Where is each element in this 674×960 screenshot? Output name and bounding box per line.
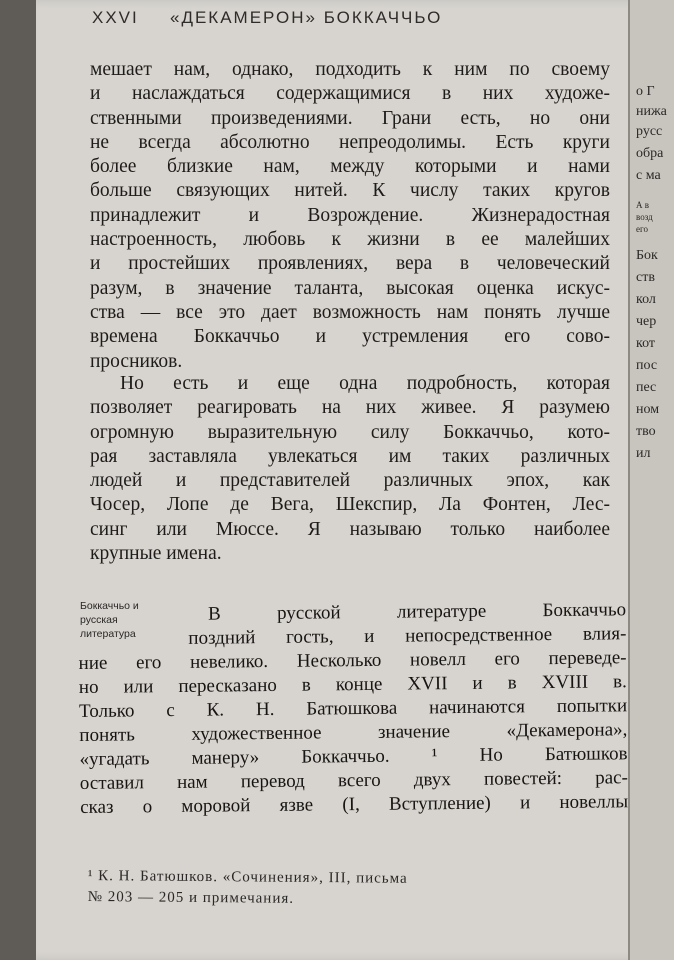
text-line: ства — все это дает возможность нам понять лучше	[90, 301, 610, 323]
paragraph-2	[90, 372, 610, 566]
text-line: крупные имена.	[90, 543, 222, 565]
next-page-fragment: с ма	[636, 168, 661, 183]
text-line: настроенность, любовь к жизни в ее малейших	[90, 229, 610, 251]
text-line: синг или Мюссе. Я называю только наиболее	[90, 518, 610, 540]
page-number: XXVI	[92, 8, 139, 27]
running-head	[92, 8, 442, 28]
text-line: Чосер, Лопе де Вега, Шекспир, Ла Фонтен, Лес-	[90, 494, 610, 516]
text-line: не всегда абсолютно непреодолимы. Есть круги	[90, 131, 610, 153]
text-line: сказ о моровой язве (I, Вступление) и новеллы	[80, 791, 629, 818]
text-line: В русской литературе Боккаччьо	[208, 599, 627, 625]
next-page-fragment: пес	[636, 380, 657, 395]
next-page-fragment: тво	[636, 424, 656, 439]
margin-note-line: русская	[80, 614, 118, 626]
text-line: понять художественное значение «Декамерона»,	[79, 719, 628, 746]
next-page-fragment: чер	[636, 314, 657, 329]
text-line: времена Боккаччьо и устремления его сово-	[90, 326, 610, 348]
running-title: «ДЕКАМЕРОН» БОККАЧЧЬО	[170, 8, 443, 27]
text-line: Но есть и еще одна подробность, которая	[120, 373, 610, 394]
next-page-fragment: ном	[636, 402, 660, 417]
text-line: поздний гость, и непосредственное влия-	[188, 623, 627, 649]
adjacent-page-edge	[628, 0, 674, 960]
footnote-line: № 203 — 205 и примечания.	[87, 888, 295, 907]
text-line: Только с К. Н. Батюшкова начинаются попытки	[79, 695, 628, 722]
margin-note-line: Боккаччьо и	[80, 600, 139, 612]
next-page-fragment: Бок	[636, 248, 658, 263]
text-line: просников.	[90, 350, 183, 372]
text-line: позволяет реагировать на них живее. Я разумею	[90, 397, 610, 419]
next-page-fragment: А в	[636, 200, 649, 210]
text-line: и простейших проявлениях, вера в человеческий	[90, 253, 610, 275]
next-page-fragment: кол	[636, 292, 656, 307]
footnote-line: ¹ К. Н. Батюшков. «Сочинения», III, письма	[87, 867, 408, 887]
text-line: но или пересказано в конце XVII и в XVIII в.	[78, 671, 627, 698]
text-line: ственными произведениями. Грани есть, но они	[90, 107, 610, 129]
text-line: «угадать манеру» Боккаччьо. ¹ Но Батюшков	[79, 743, 628, 770]
next-page-fragment: ил	[636, 446, 651, 461]
text-line: принадлежит и Возрождение. Жизнерадостная	[90, 204, 610, 226]
next-page-fragment: пос	[636, 358, 658, 373]
next-page-fragment: русс	[636, 124, 663, 139]
text-line: больше связующих нитей. К числу таких кругов	[90, 180, 610, 202]
text-line: людей и представителей различных эпох, как	[90, 470, 610, 492]
text-line: ние его невелико. Несколько новелл его переведе-	[78, 647, 627, 674]
next-page-fragment: обра	[636, 146, 664, 161]
text-line: рая заставляла увлекаться им таких различных	[90, 445, 610, 467]
text-line: огромную выразительную силу Боккаччьо, кото-	[90, 421, 610, 443]
next-page-fragment: его	[636, 224, 648, 234]
next-page-fragment: кот	[636, 336, 656, 351]
text-line: и наслаждаться содержащимися в них художе-	[90, 83, 610, 105]
next-page-fragment: нижа	[636, 104, 667, 119]
footnote	[88, 866, 628, 913]
text-line: мешает нам, однако, подходить к ним по своему	[90, 59, 610, 80]
section-russian-literature	[78, 598, 628, 820]
text-line: более близкие нам, между которыми и нами	[90, 156, 610, 178]
margin-note-line: литература	[80, 628, 136, 640]
text-line: оставил нам перевод всего двух повестей: рас-	[79, 767, 628, 794]
text-line: разум, в значение таланта, высокая оценка искус-	[90, 277, 610, 299]
next-page-fragment: ств	[636, 270, 655, 285]
next-page-fragment: о Г	[636, 84, 655, 99]
next-page-fragment: возд	[636, 212, 653, 222]
paragraph-1	[90, 58, 610, 374]
